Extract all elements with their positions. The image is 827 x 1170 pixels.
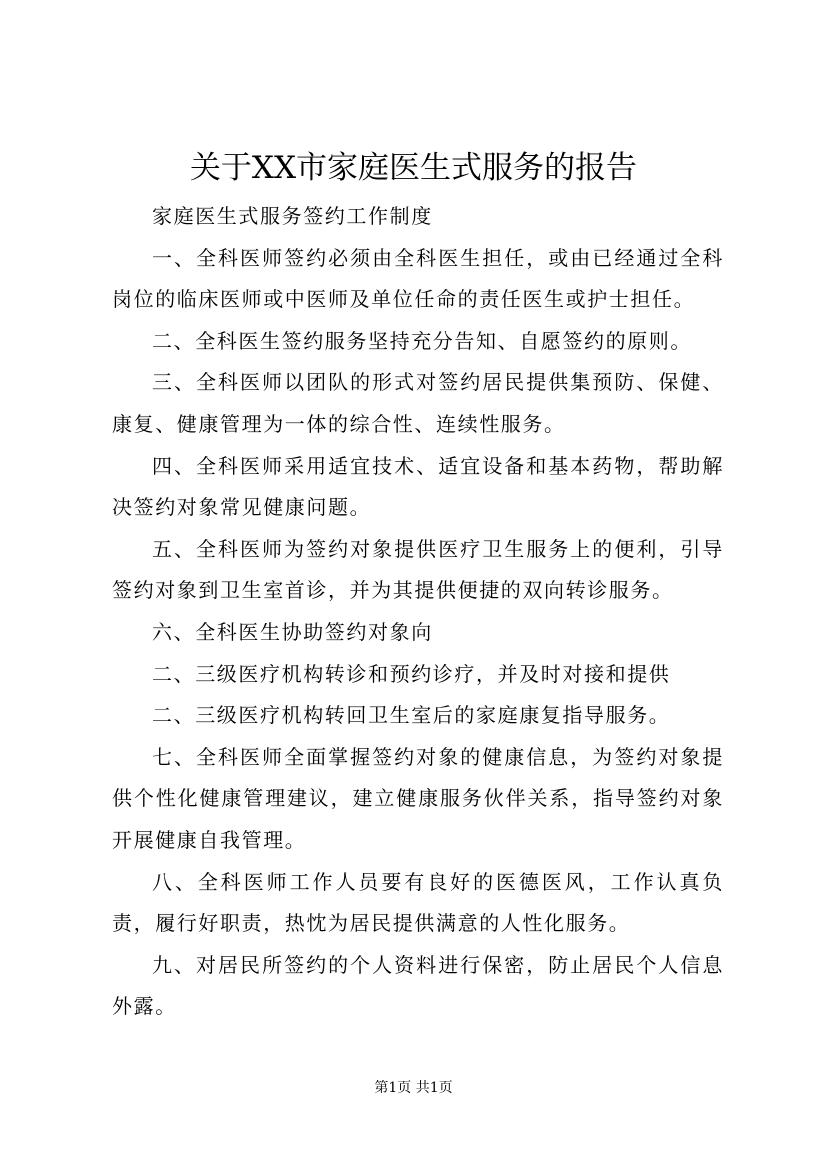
paragraph-item-6-continued-a: 二、三级医疗机构转诊和预约诊疗，并及时对接和提供 (152, 661, 671, 686)
paragraph-item-6-continued-b: 二、三级医疗机构转回卫生室后的家庭康复指导服务。 (152, 703, 671, 728)
paragraph-item-6: 六、全科医生协助签约对象向 (152, 619, 433, 644)
paragraph-item-9: 九、对居民所签约的个人资料进行保密，防止居民个人信息外露。 (112, 952, 724, 1019)
paragraph-subtitle: 家庭医生式服务签约工作制度 (152, 204, 433, 228)
document-title: 关于XX市家庭医生式服务的报告 (189, 150, 638, 186)
paragraph-item-5: 五、全科医师为签约对象提供医疗卫生服务上的便利，引导签约对象到卫生室首诊，并为其提供便捷的双向转诊服务。 (112, 536, 724, 603)
document-body (112, 196, 724, 1028)
paragraph-item-8: 八、全科医师工作人员要有良好的医德医风，工作认真负责，履行好职责，热忱为居民提供满意的人性化服务。 (112, 869, 724, 936)
paragraph-item-4: 四、全科医师采用适宜技术、适宜设备和基本药物，帮助解决签约对象常见健康问题。 (112, 453, 724, 520)
paragraph-item-7: 七、全科医师全面掌握签约对象的健康信息，为签约对象提供个性化健康管理建议，建立健康服务伙伴关系，指导签约对象开展健康自我管理。 (112, 744, 724, 852)
paragraph-item-1: 一、全科医师签约必须由全科医生担任，或由已经通过全科岗位的临床医师或中医师及单位任命的责任医生或护士担任。 (112, 245, 724, 312)
paragraph-item-3: 三、全科医师以团队的形式对签约居民提供集预防、保健、康复、健康管理为一体的综合性、连续性服务。 (112, 370, 724, 436)
page-number-footer: 第1页 共1页 (374, 1080, 453, 1096)
paragraph-item-2: 二、全科医生签约服务坚持充分告知、自愿签约的原则。 (152, 328, 692, 353)
